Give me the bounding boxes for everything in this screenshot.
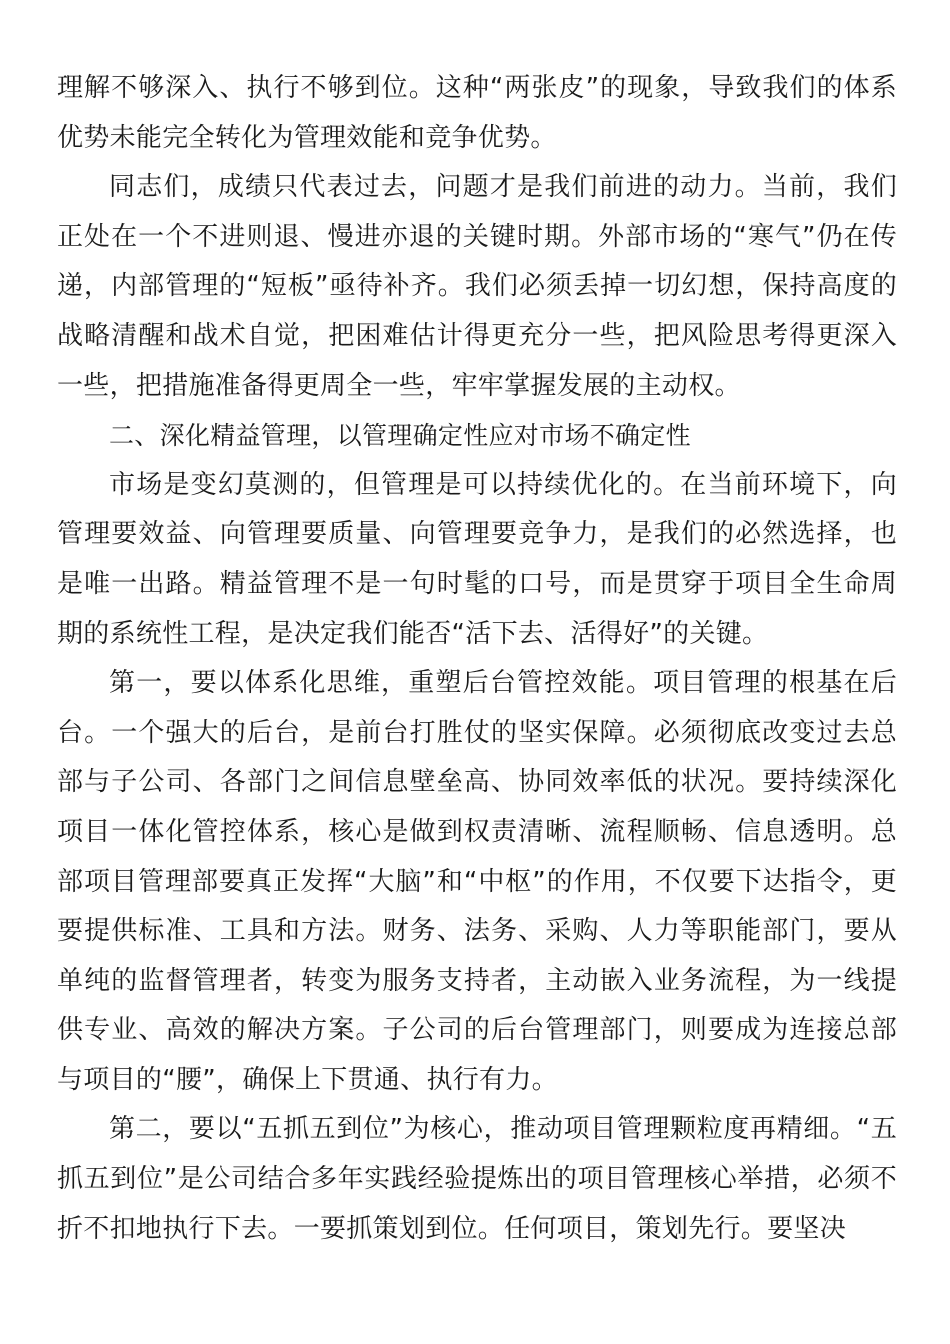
section-heading: 二、深化精益管理，以管理确定性应对市场不确定性 xyxy=(109,421,691,451)
paragraph-lean-management-intro: 市场是变幻莫测的，但管理是可以持续优化的。在当前环境下，向管理要效益、向管理要质量、向管理要竞争力，是我们的必然选择，也是唯一出路。精益管理不是一句时髦的口号，而是贯穿于项目全生命周期的系统性工程，是决定我们能否“活下去、活得好”的关键。 xyxy=(57,469,897,649)
paragraph-second-point: 第二，要以“五抓五到位”为核心，推动项目管理颗粒度再精细。“五抓五到位”是公司结合多年实践经验提炼出的项目管理核心举措，必须不折不扣地执行下去。一要抓策划到位。任何项目，策划先行。要坚决 xyxy=(57,1114,897,1244)
document-page xyxy=(57,64,897,1254)
paragraph-current-situation: 同志们，成绩只代表过去，问题才是我们前进的动力。当前，我们正处在一个不进则退、慢进亦退的关键时期。外部市场的“寒气”仍在传递，内部管理的“短板”亟待补齐。我们必须丢掉一切幻想，保持高度的战略清醒和战术自觉，把困难估计得更充分一些，把风险思考得更深入一些，把措施准备得更周全一些，牢牢掌握发展的主动权。 xyxy=(57,172,897,401)
paragraph-first-point: 第一，要以体系化思维，重塑后台管控效能。项目管理的根基在后台。一个强大的后台，是前台打胜仗的坚实保障。必须彻底改变过去总部与子公司、各部门之间信息壁垒高、协同效率低的状况。要持续深化项目一体化管控体系，核心是做到权责清晰、流程顺畅、信息透明。总部项目管理部要真正发挥“大脑”和“中枢”的作用，不仅要下达指令，更要提供标准、工具和方法。财务、法务、采购、人力等职能部门，要从单纯的监督管理者，转变为服务支持者，主动嵌入业务流程，为一线提供专业、高效的解决方案。子公司的后台管理部门，则要成为连接总部与项目的“腰”，确保上下贯通、执行有力。 xyxy=(57,668,897,1095)
paragraph-continuation: 理解不够深入、执行不够到位。这种“两张皮”的现象，导致我们的体系优势未能完全转化为管理效能和竞争优势。 xyxy=(57,73,897,153)
